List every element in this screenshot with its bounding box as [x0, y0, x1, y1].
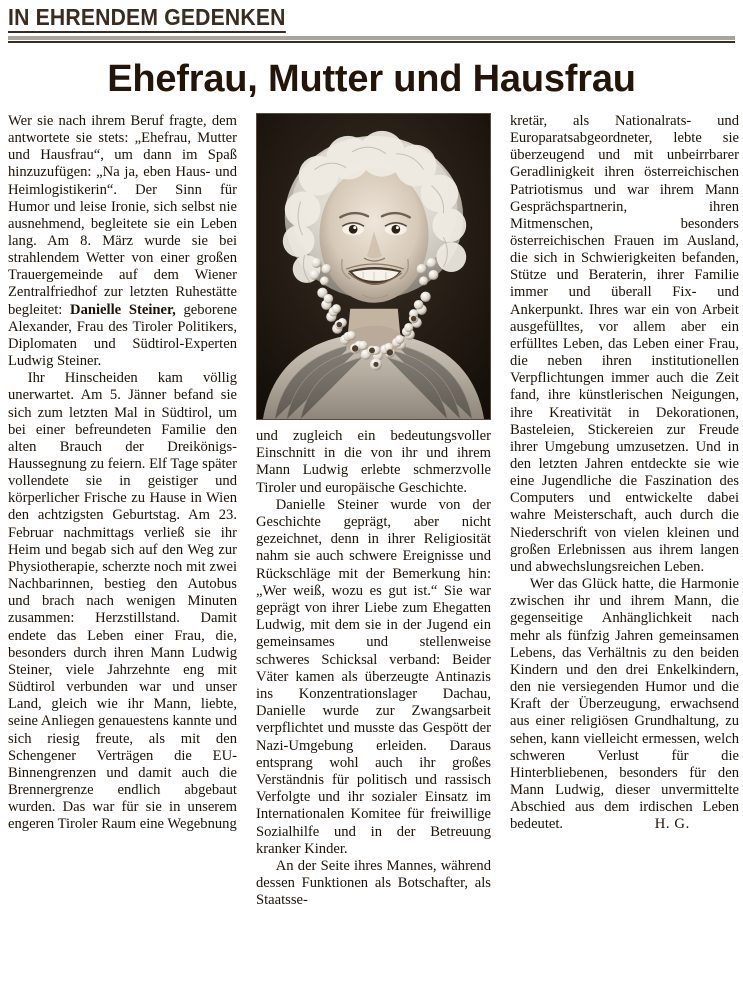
column-right [510, 113, 739, 985]
masthead [8, 0, 735, 43]
paragraph-right-1: kretär, als Nationalrats- und Europaratsabgeordneter, lebte sie überzeugend und mit unbeirrbarer Geradlinigkeit ihren österreichischen Patriotismus und war ihrem Mann Gesprächspartnerin, ihren Mitmenschen, besonders österreichischen Frauen im Ausland, die sich in Schwierigkeiten befanden, Stütze und Beraterin, ihrer Familie immer und überall Fix- und Ankerpunkt. Ihres war ein von Arbeit ausgefülltes, vor allem aber ein erfülltes Leben, das Leben einer Frau, die neben ihren institutionellen Verpflichtungen immer auch die Zeit fand, ihre künstlerischen Neigungen, ihre Kreativität in Dekorationen, Basteleien, Stickereien zur Freude ihrer Umgebung umzusetzen. Und in den letzten Jahren entdeckte sie wie eine Jugendliche die Faszination des Computers und entwickelte dabei wahre Meisterschaft, auch durch die Niederschrift von vielen kleinen und großen Erlebnissen aus ihrem langen und abwechslungsreichen Leben. [510, 112, 739, 575]
paragraph-left-1 [8, 113, 237, 370]
column-middle [256, 113, 491, 985]
column-left [8, 113, 237, 985]
section-kicker: IN EHRENDEM GEDENKEN [8, 6, 286, 33]
article-columns [8, 112, 739, 985]
signature-inline: H. G. [654, 816, 690, 833]
paragraph-left-2: Ihr Hinscheiden kam völlig unerwartet. Am 5. Jänner befand sie sich zum letzten Mal in Südtirol, um bei einer befreundeten Familie den alten Brauch der Dreikönigs-Haussegnung zu feiern. Elf Tage später vollendete sie in geistiger und körperlicher Frische zu Hause in Wien den achtzigsten Geburtstag. Am 23. Februar nachmittags verließ sie ihr Heim und begab sich auf den Weg zur Physiotherapie, scherzte noch mit zwei Nachbarinnen, bestieg den Autobus und brach nach wenigen Minuten zusammen: Herzstillstand. Damit endete das Leben einer Frau, die, besonders durch ihren Mann Ludwig Steiner, viele Jahrzehnte eng mit Südtirol verbunden war und unser Land, gleich wie ihr Mann, liebte, seine Anliegen genauestens kannte und sich riesig freute, als mit den Schengener Verträgen die EU-Binnengrenzen und damit auch die Brennergrenze endlich abgebaut wurden. Das war für sie in unserem engeren Tiroler Raum eine Wegebnung [8, 370, 237, 833]
paragraph-middle-2: Danielle Steiner wurde von der Geschichte geprägt, aber nicht gezeichnet, denn in ihrer Religiosität nahm sie auch schwere Ereignisse und Rückschläge mit der Bemerkung hin: „Wer weiß, wozu es gut ist.“ Sie war geprägt von ihrer Liebe zum Ehegatten Ludwig, mit dem sie in der Jugend ein gemeinsames und stellenweise schweres Schicksal verband: Beider Väter kamen als überzeugte Antinazis ins Konzentrationslager Dachau, Danielle wurde zur Zwangsarbeit verpflichtet und musste das Gespött der Nazi-Umgebung erleiden. Daraus entsprang wohl auch ihr großes Verständnis für politisch und rassisch Verfolgte und ihr sozialer Einsatz im Internationalen Komitee für freiwillige Sozialhilfe und in der Betreuung kranker Kinder. [256, 496, 491, 857]
paragraph-left-1-text: Wer sie nach ihrem Beruf fragte, dem antwortete sie stets: „Ehefrau, Mutter und Hausfrau“, um dann im Spaß hinzuzufügen: „Na ja, eben Haus- und Heimlogistikerin“. Der Sinn für Humor und leise Ironie, sich selbst nie ausnehmend, begleitete sie ein Leben lang. Am 8. März wurde sie bei strahlendem Wetter von einer großen Trauergemeinde auf dem Wiener Zentralfriedhof zur letzten Ruhestätte begleitet: [8, 112, 237, 318]
masthead-rule-dark [8, 41, 735, 43]
deceased-name: Danielle Steiner, [70, 301, 176, 318]
paragraph-right-2-text: Wer das Glück hatte, die Harmonie zwischen ihr und ihrem Mann, die gegenseitige Anhänglichkeit nach mehr als fünfzig Jahren gemeinsamen Lebens, das Verhältnis zu den beiden Kindern und den drei Enkelkindern, den nie versiegenden Humor und die Kraft der Überzeugung, erwachsend aus einer religiösen Grundhaltung, zu sehen, kann vielleicht ermessen, welch schweren Verlust für die Hinterbliebenen, besonders für den Mann Ludwig, dieser unvermittelte Abschied aus dem irdischen Leben bedeutet. [510, 576, 739, 833]
paragraph-middle-3: An der Seite ihres Mannes, während dessen Funktionen als Botschafter, als Staatsse- [256, 857, 491, 909]
paragraph-middle-1: und zugleich ein bedeutungsvoller Einschnitt in die von ihr und ihrem Mann Ludwig erlebte schmerzvolle Tiroler und europäische Geschichte. [256, 427, 491, 496]
portrait-photo [256, 113, 491, 420]
page-title: Ehefrau, Mutter und Hausfrau [107, 58, 636, 100]
masthead-rule-light [8, 36, 735, 40]
paragraph-left-1-tail: geborene Alexander, Frau des Tiroler Politikers, Diplomaten und Südtirol-Experten Ludwig Steiner. [8, 301, 237, 370]
paragraph-right-2 [510, 576, 739, 833]
